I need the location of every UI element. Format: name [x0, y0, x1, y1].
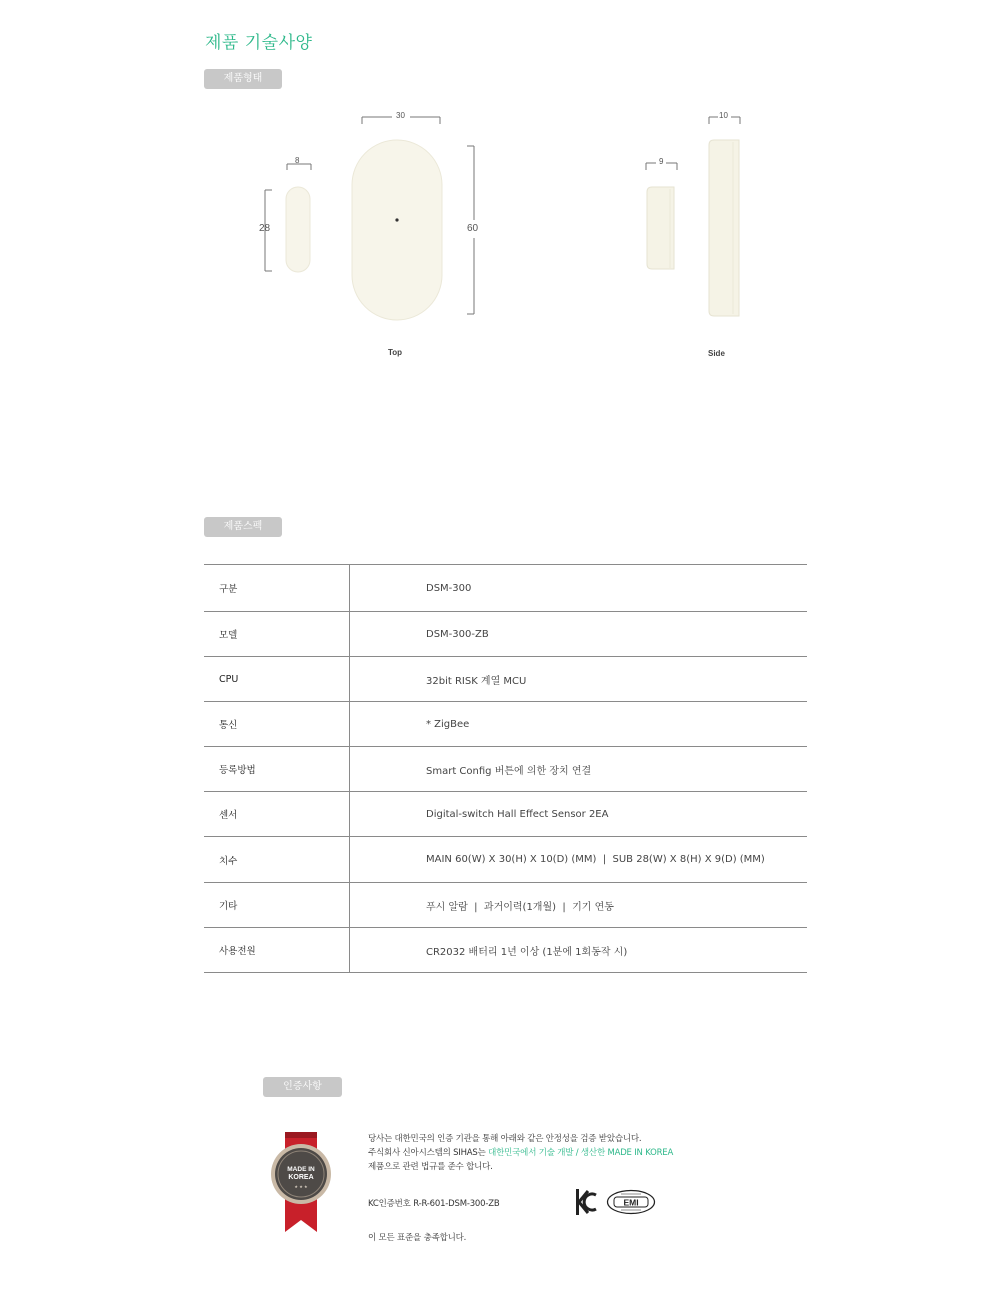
page-title: 제품 기술사양: [205, 33, 313, 53]
emi-mark-icon: [606, 1189, 656, 1215]
table-row: [204, 747, 807, 792]
cert-line-2: [368, 1146, 673, 1161]
side-view-label: Side: [708, 349, 725, 358]
cert-line-2-highlight: 대한민국에서 기술 개발 / 생산한 MADE IN KOREA: [488, 1148, 674, 1158]
section-badge-shape: 제품형태: [204, 69, 282, 89]
dim-label-main-depth: 10: [719, 111, 728, 120]
emi-label: EMI: [623, 1197, 639, 1208]
table-row: [204, 657, 807, 702]
badge-line1: MADE IN: [287, 1166, 315, 1173]
dim-label-main-height: 60: [467, 223, 479, 234]
kc-number: [368, 1197, 499, 1212]
table-row: [204, 883, 807, 928]
spec-value: Digital-switch Hall Effect Sensor 2EA: [350, 792, 808, 837]
dim-label-sub-depth: 9: [659, 157, 664, 166]
dim-label-sub-width: 8: [295, 156, 300, 165]
table-row: [204, 612, 807, 657]
spec-value: 푸시 알람 | 과거이력(1개월) | 기기 연동: [350, 883, 808, 928]
made-in-korea-badge: [265, 1128, 337, 1236]
table-row: [204, 565, 807, 612]
table-row: [204, 792, 807, 837]
spec-value: DSM-300: [350, 565, 808, 612]
main-sensor-side: [709, 140, 739, 316]
cert-line-3: 제품으로 관련 법규를 준수 합니다.: [368, 1162, 493, 1172]
dim-label-sub-height: 28: [259, 223, 271, 234]
spec-table: [204, 564, 807, 973]
spec-key: 통신: [204, 702, 350, 747]
cert-footer: 이 모든 표준을 충족합니다.: [368, 1233, 467, 1243]
kc-mark-icon: [574, 1187, 598, 1217]
spec-value: * ZigBee: [350, 702, 808, 747]
spec-value: DSM-300-ZB: [350, 612, 808, 657]
spec-key: 센서: [204, 792, 350, 837]
svg-text:★ ★ ★: ★ ★ ★: [294, 1184, 308, 1189]
spec-value: MAIN 60(W) X 30(H) X 10(D) (MM) | SUB 28(W) X 8(H) X 9(D) (MM): [350, 837, 808, 883]
section-badge-spec: 제품스펙: [204, 517, 282, 537]
main-sensor-led: [395, 218, 398, 221]
table-row: [204, 702, 807, 747]
dim-label-main-width: 30: [396, 111, 405, 120]
table-row: [204, 837, 807, 883]
kc-number-value: R-R-601-DSM-300-ZB: [413, 1199, 500, 1209]
main-sensor-top: [352, 140, 442, 320]
spec-key: 모델: [204, 612, 350, 657]
spec-key: 등록방법: [204, 747, 350, 792]
table-row: [204, 928, 807, 973]
spec-value: Smart Config 버튼에 의한 장치 연결: [350, 747, 808, 792]
spec-key: CPU: [204, 657, 350, 702]
spec-value: CR2032 배터리 1년 이상 (1분에 1회동작 시): [350, 928, 808, 973]
spec-key: 치수: [204, 837, 350, 883]
spec-key: 사용전원: [204, 928, 350, 973]
top-view-label: Top: [388, 348, 403, 357]
sub-sensor-top: [286, 187, 310, 272]
product-diagram: [0, 0, 1000, 380]
spec-key: 구분: [204, 565, 350, 612]
kc-number-label: KC인증번호: [368, 1199, 411, 1209]
spec-key: 기타: [204, 883, 350, 928]
badge-line2: KOREA: [288, 1174, 314, 1181]
section-badge-cert: 인증사항: [263, 1077, 342, 1097]
spec-value: 32bit RISK 계열 MCU: [350, 657, 808, 702]
cert-line-2-prefix: 주식회사 신아시스템의 SIHAS는: [368, 1148, 489, 1158]
cert-line-1: 당사는 대한민국의 인증 기관을 통해 아래와 같은 안정성을 검증 받았습니다.: [368, 1134, 642, 1144]
